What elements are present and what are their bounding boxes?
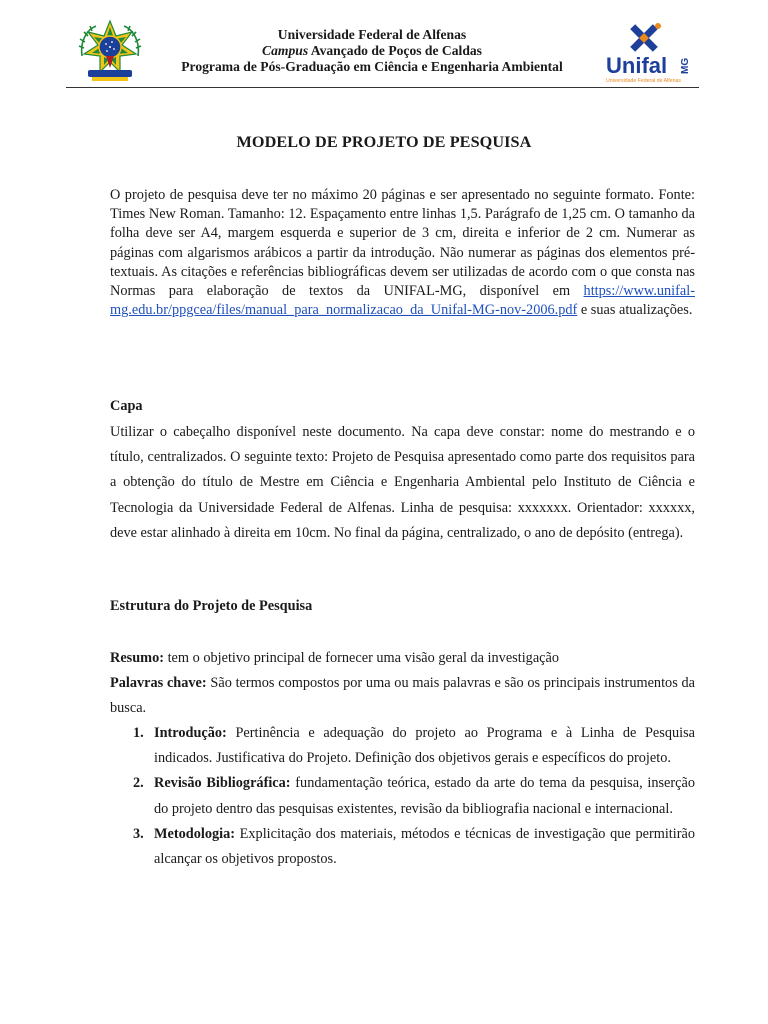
document-title: MODELO DE PROJETO DE PESQUISA (236, 133, 532, 151)
header-divider (66, 87, 699, 88)
brazil-coat-of-arms-icon (76, 18, 144, 84)
resumo-paragraph (110, 646, 695, 671)
campus-word: Campus (262, 43, 309, 58)
program-name: Programa de Pós-Graduação em Ciência e Engenharia Ambiental (181, 59, 563, 74)
capa-paragraph: Utilizar o cabeçalho disponível neste documento. Na capa deve constar: nome do mestrando e o título, centralizados. O seguinte texto: Projeto de Pesquisa apresentado como parte dos requisitos para a obtenção do título de Mestre em Ciência e Engenharia Ambiental pelo Instituto de Ciência e Tecnologia da Universidade Federal de Alfenas. Linha de pesquisa: xxxxxxx. Orientador: xxxxxx, deve estar alinhado à direita em 10cm. No final da página, centralizado, o ano de depósito (entrega). (110, 424, 695, 541)
resumo-label: Resumo: (110, 650, 165, 666)
intro-text-end: e suas atualizações. (577, 302, 693, 319)
manual-link[interactable]: https://www.unifal-mg.edu.br/ppgcea/files/manual_para_normalizacao_da_Unifal-MG-nov-2006.pdf (110, 283, 695, 319)
list-item (110, 721, 695, 771)
intro-paragraph (110, 186, 695, 320)
unifal-logo-mg: MG (680, 57, 691, 74)
unifal-logo-text: Unifal (606, 53, 668, 78)
list-item-label: Revisão Bibliográfica: (154, 775, 291, 792)
document-header (66, 18, 698, 88)
resumo-text: tem o objetivo principal de fornecer uma visão geral da investigação (164, 650, 560, 666)
campus-line (146, 43, 598, 59)
university-name: Universidade Federal de Alfenas (277, 27, 467, 42)
list-item-text: Explicitação dos materiais, métodos e técnicas de investigação que permitirão alcançar os objetivos propostos. (154, 825, 695, 868)
structure-list (110, 721, 695, 872)
intro-text: O projeto de pesquisa deve ter no máximo 20 páginas e ser apresentado no seguinte formato. Fonte: Times New Roman. Tamanho: 12. Espaçamento entre linhas 1,5. Parágrafo de 1,25 cm. O tamanho da folha deve ser A4, margem esquerda e superior de 3 cm, direita e inferior de 2 cm. Numerar as páginas com algarismos arábicos a partir da introdução. Não numerar as páginas dos elementos pré-textuais. As citações e referências bibliográficas devem ser utilizadas de acordo com o que consta nas Normas para elaboração de textos da UNIFAL-MG, disponível em (110, 187, 695, 300)
palavras-chave-label: Palavras chave: (110, 675, 207, 691)
list-item-label: Introdução: (154, 725, 227, 741)
institution-header-text (146, 27, 598, 75)
palavras-chave-paragraph (110, 671, 695, 721)
palavras-chave-text: São termos compostos por uma ou mais palavras e são os principais instrumentos da busca. (110, 675, 695, 717)
list-item (110, 822, 695, 872)
estrutura-heading: Estrutura do Projeto de Pesquisa (110, 598, 313, 614)
list-item-text: fundamentação teórica, estado da arte do tema da pesquisa, inserção do projeto dentro das pesquisas existentes, revisão da bibliografia nacional e internacional. (154, 775, 695, 817)
list-item-number: 1. (133, 725, 144, 741)
list-item-label: Metodologia: (154, 825, 235, 842)
unifal-logo-caption: Universidade Federal de Alfenas (606, 78, 681, 84)
unifal-logo-icon (600, 18, 694, 86)
campus-name: Avançado de Poços de Caldas (308, 43, 482, 58)
capa-heading: Capa (110, 398, 143, 414)
list-item (110, 771, 695, 821)
list-item-text: Pertinência e adequação do projeto ao Programa e à Linha de Pesquisa indicados. Justificativa do Projeto. Definição dos objetivos gerais e específicos do projeto. (154, 725, 695, 767)
list-item-number: 2. (133, 775, 144, 792)
list-item-number: 3. (133, 825, 144, 842)
